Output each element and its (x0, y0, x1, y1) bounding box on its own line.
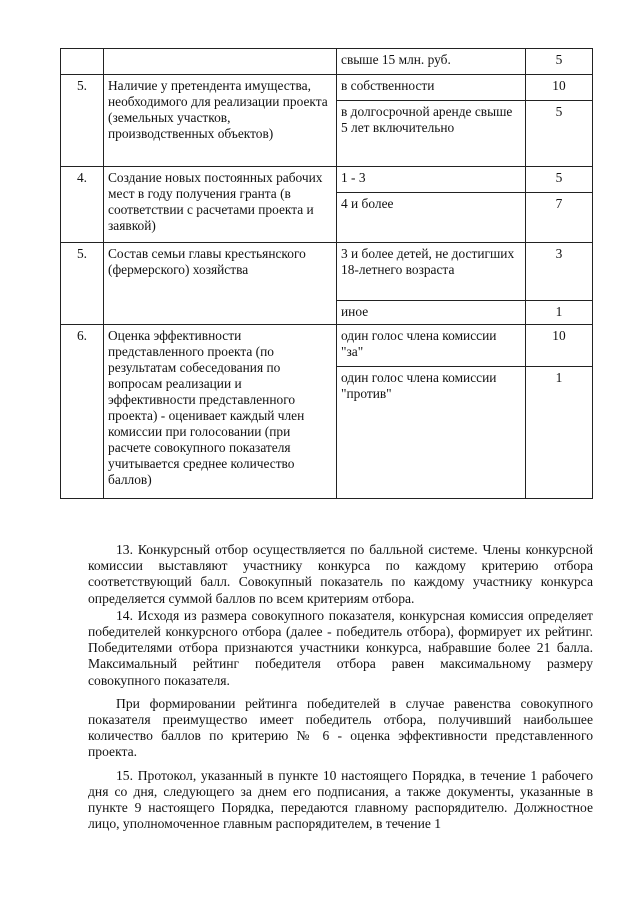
option-label: в собственности (337, 75, 526, 101)
body-text (88, 542, 593, 832)
paragraph: 14. Исходя из размера совокупного показателя, конкурсная комиссия определяет победителей конкурсного отбора (далее - победитель отбора), формирует их рейтинг. Победителями отбора признаются участники конкурса, набравшие более 21 балла. Максимальный рейтинг победителя отбора равен максимальному размеру совокупного показателя. (88, 607, 593, 688)
option-score: 10 (526, 325, 593, 367)
option-score: 1 (526, 367, 593, 499)
option-score: 5 (526, 49, 593, 75)
option-score: 10 (526, 75, 593, 101)
row-number: 4. (61, 167, 104, 243)
paragraph: При формировании рейтинга победителей в случае равенства совокупного показателя преимущество имеет победитель отбора, получивший наибольшее количество баллов по критерию № 6 - оценка эффективности представленного проекта. (88, 695, 593, 760)
row-number (61, 49, 104, 75)
option-score: 3 (526, 243, 593, 301)
option-label: 3 и более детей, не достигших 18-летнего возраста (337, 243, 526, 301)
criterion-text: Создание новых постоянных рабочих мест в году получения гранта (в соответствии с расчетами проекта и заявкой) (104, 167, 337, 243)
criterion-text: Оценка эффективности представленного проекта (по результатам собеседования по вопросам реализации и эффективности представленного проекта) - оценивает каждый член комиссии при голосовании (при расчете совокупного показателя учитывается среднее количество баллов) (104, 325, 337, 499)
table-row (61, 49, 593, 75)
option-score: 7 (526, 193, 593, 243)
criterion-text (104, 49, 337, 75)
paragraph: 15. Протокол, указанный в пункте 10 настоящего Порядка, в течение 1 рабочего дня со дня, следующего за днем его подписания, а также документы, указанные в пункте 9 настоящего Порядка, передаются главному распорядителю. Должностное лицо, уполномоченное главным распорядителем, в течение 1 (88, 767, 593, 832)
option-score: 5 (526, 167, 593, 193)
table-row (61, 75, 593, 101)
option-label: 1 - 3 (337, 167, 526, 193)
option-label: иное (337, 301, 526, 325)
option-score: 1 (526, 301, 593, 325)
criteria-table (60, 48, 593, 499)
row-number: 6. (61, 325, 104, 499)
option-score: 5 (526, 101, 593, 167)
table-row (61, 243, 593, 301)
criterion-text: Наличие у претендента имущества, необходимого для реализации проекта (земельных участков, производственных объектов) (104, 75, 337, 167)
option-label: 4 и более (337, 193, 526, 243)
option-label: один голос члена комиссии "против" (337, 367, 526, 499)
table-row (61, 167, 593, 193)
paragraph: 13. Конкурсный отбор осуществляется по балльной системе. Члены конкурсной комиссии выставляют участнику конкурса по каждому критерию отбора соответствующий балл. Совокупный показатель по каждому участнику конкурса определяется суммой баллов по всем критериям отбора. (88, 542, 593, 606)
row-number: 5. (61, 243, 104, 325)
option-label: в долгосрочной аренде свыше 5 лет включительно (337, 101, 526, 167)
criterion-text: Состав семьи главы крестьянского (фермерского) хозяйства (104, 243, 337, 325)
option-label: свыше 15 млн. руб. (337, 49, 526, 75)
table-row (61, 325, 593, 367)
row-number: 5. (61, 75, 104, 167)
option-label: один голос члена комиссии "за" (337, 325, 526, 367)
